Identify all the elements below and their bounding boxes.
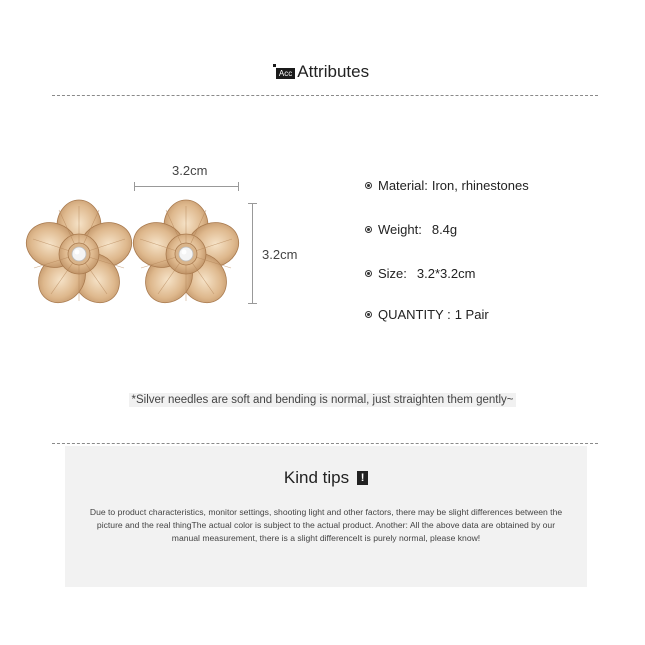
needle-note: *Silver needles are soft and bending is normal, just straighten them gently~ <box>0 394 645 406</box>
height-measure-line <box>248 203 256 304</box>
attributes-header <box>0 62 645 84</box>
bullet-icon <box>365 226 372 233</box>
bullet-icon <box>365 182 372 189</box>
acc-badge: Acc <box>276 68 295 79</box>
width-measure-line <box>134 182 239 190</box>
top-divider <box>52 95 598 96</box>
page-title: Attributes <box>297 62 370 81</box>
bullet-icon <box>365 311 372 318</box>
earrings-image <box>24 196 244 311</box>
exclamation-icon: ! <box>357 471 368 485</box>
attr-weight: Weight: 8.4g <box>365 222 457 237</box>
kind-tips-title: Kind tips ! <box>65 468 587 488</box>
width-label: 3.2cm <box>172 163 208 178</box>
attr-size: Size: 3.2*3.2cm <box>365 266 475 281</box>
kind-tips-box <box>65 446 587 587</box>
height-label: 3.2cm <box>262 247 298 262</box>
attr-quantity: QUANTITY : 1 Pair <box>365 307 489 322</box>
earring-right <box>127 200 244 311</box>
kind-tips-text: Due to product characteristics, monitor settings, shooting light and other factors, there may be slight differences between the picture and the real thingThe actual color is subject to the actual product. Another: All the above data are obtained by our manual measurement, there is a slight differenceIt is purely normal, please know! <box>89 507 563 543</box>
earring-left <box>24 200 138 311</box>
bottom-divider <box>52 443 598 444</box>
attr-material: Material: Iron, rhinestones <box>365 178 529 193</box>
bullet-icon <box>365 270 372 277</box>
